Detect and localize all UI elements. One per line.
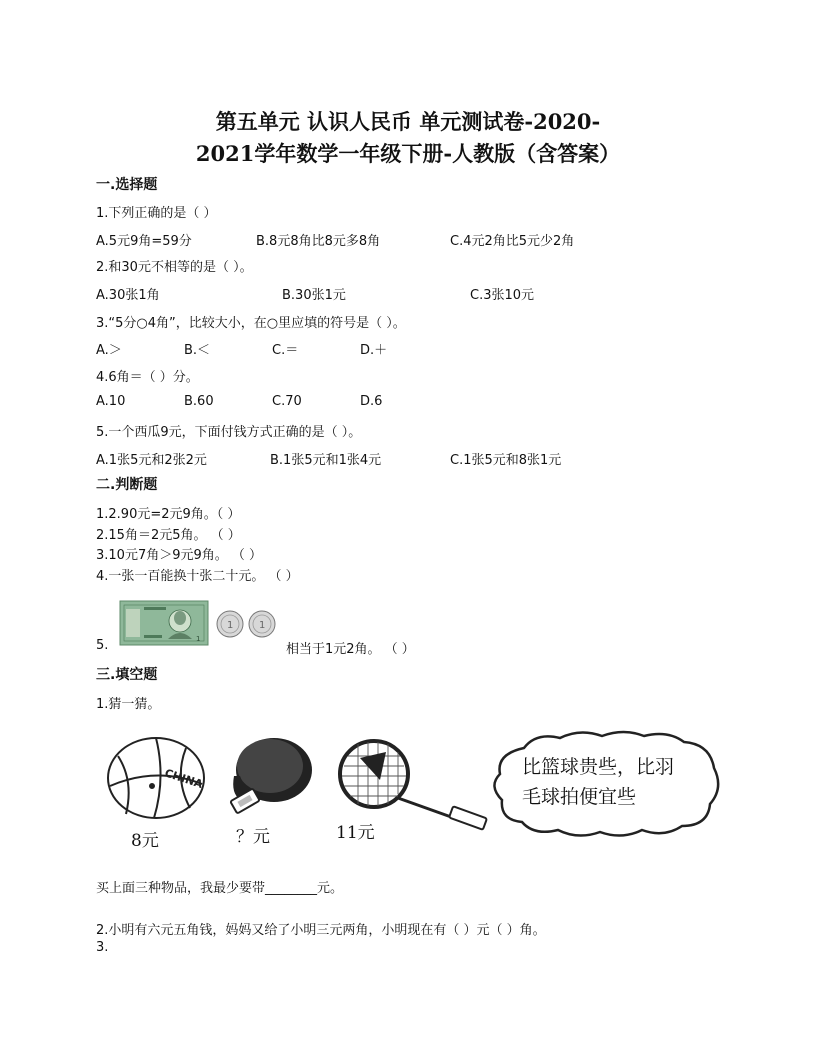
fill-answer-line: 买上面三种物品，我最少要带________元。 bbox=[96, 881, 344, 896]
page-title-line1: 第五单元 认识人民币 单元测试卷-2020- bbox=[215, 109, 601, 134]
svg-text:1: 1 bbox=[227, 620, 234, 631]
option-4b: B.60 bbox=[184, 394, 214, 409]
option-2c: C.3张10元 bbox=[470, 288, 535, 303]
option-1b: B.8元8角比8元多8角 bbox=[256, 234, 381, 249]
pingpong-paddle-image bbox=[226, 736, 316, 822]
option-1a: A.5元9角=59分 bbox=[96, 234, 192, 249]
option-2b: B.30张1元 bbox=[282, 288, 346, 303]
judge-item-3: 3.10元7角＞9元9角。 （ ） bbox=[96, 548, 263, 563]
price-badminton: 11元 bbox=[336, 823, 375, 843]
page-title-line2: 2021学年数学一年级下册-人教版（含答案） bbox=[195, 141, 621, 166]
badminton-racket-icon bbox=[340, 741, 487, 830]
option-5a: A.1张5元和2张2元 bbox=[96, 453, 207, 468]
fill-question-2: 2.小明有六元五角钱，妈妈又给了小明三元两角，小明现在有（ ）元（ ）角。 bbox=[96, 923, 546, 938]
banknote-icon bbox=[120, 601, 208, 645]
coin-icon bbox=[217, 611, 243, 637]
ball-brand-text: CHINA bbox=[163, 766, 205, 791]
option-5c: C.1张5元和8张1元 bbox=[450, 453, 562, 468]
option-4c: C.70 bbox=[272, 394, 302, 409]
section-title-fill: 三.填空题 bbox=[96, 667, 158, 683]
question-1: 1.下列正确的是（ ） bbox=[96, 206, 217, 221]
price-pingpong: ？元 bbox=[236, 827, 270, 847]
speech-bubble-text: 比篮球贵些，比羽毛球拍便宜些 bbox=[522, 756, 675, 808]
option-5b: B.1张5元和1张4元 bbox=[270, 453, 382, 468]
judge-item-5-number: 5. bbox=[96, 638, 109, 653]
judge-item-5-text: 相当于1元2角。 （ ） bbox=[286, 642, 415, 657]
option-4d: D.6 bbox=[360, 394, 383, 409]
judge-item-4: 4.一张一百能换十张二十元。 （ ） bbox=[96, 569, 299, 584]
question-2: 2.和30元不相等的是（ ）。 bbox=[96, 260, 253, 275]
pingpong-paddle-icon bbox=[230, 738, 312, 814]
option-2a: A.30张1角 bbox=[96, 288, 160, 303]
fill-question-1: 1.猜一猜。 bbox=[96, 697, 161, 712]
option-1c: C.4元2角比5元少2角 bbox=[450, 234, 575, 249]
fill-question-3: 3. bbox=[96, 940, 109, 955]
judge-item-2: 2.15角＝2元5角。 （ ） bbox=[96, 528, 241, 543]
option-4a: A.10 bbox=[96, 394, 126, 409]
option-3c: C.＝ bbox=[272, 343, 299, 358]
judge-item-1: 1.2.90元=2元9角。（ ） bbox=[96, 507, 241, 522]
money-image bbox=[118, 599, 280, 649]
option-3b: B.＜ bbox=[184, 343, 211, 358]
svg-text:1: 1 bbox=[259, 620, 266, 631]
question-4: 4.6角＝（ ）分。 bbox=[96, 370, 199, 385]
speech-bubble bbox=[488, 728, 724, 840]
coin-icon-2 bbox=[249, 611, 275, 637]
option-3a: A.＞ bbox=[96, 343, 122, 358]
section-title-judge: 二.判断题 bbox=[96, 477, 158, 493]
basketball-image bbox=[104, 736, 210, 822]
price-basketball: 8元 bbox=[131, 831, 159, 851]
question-5: 5.一个西瓜9元，下面付钱方式正确的是（ ）。 bbox=[96, 425, 362, 440]
svg-text:1: 1 bbox=[196, 635, 201, 643]
question-3: 3.“5分○4角”，比较大小，在○里应填的符号是（ ）。 bbox=[96, 316, 406, 331]
option-3d: D.＋ bbox=[360, 343, 388, 358]
section-title-choice: 一.选择题 bbox=[96, 177, 158, 193]
